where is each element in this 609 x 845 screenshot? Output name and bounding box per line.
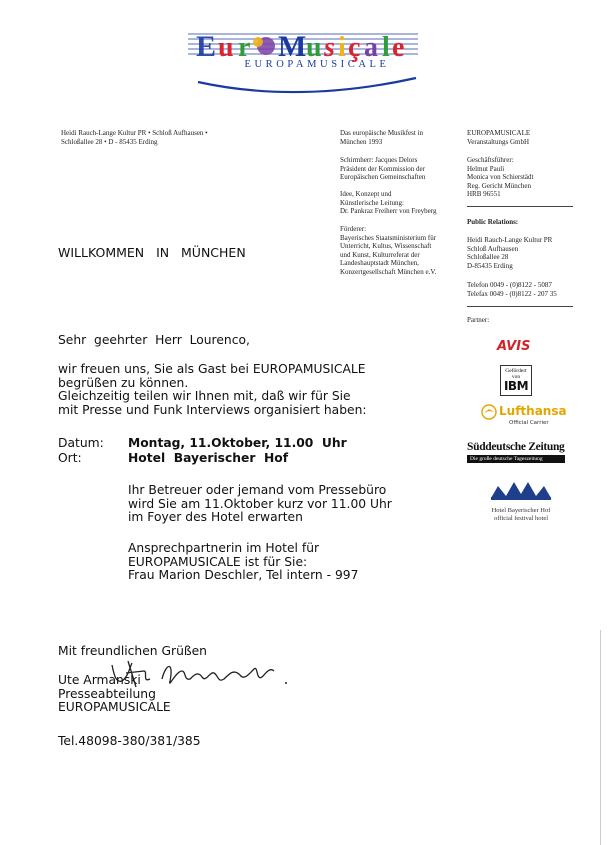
- meeting-line: Ihr Betreuer oder jemand vom Pressebüro: [128, 483, 387, 497]
- ibm-sponsor-text: von: [511, 374, 521, 380]
- meeting-line: im Foyer des Hotel erwarten: [128, 510, 303, 525]
- ibm-sponsor-text: Gefördert: [505, 368, 527, 374]
- management-line: Helmut Pauli: [467, 164, 505, 173]
- intro-line: begrüßen zu können.: [58, 375, 189, 390]
- svg-text:u: u: [218, 32, 234, 63]
- management-line: Reg. Gericht München: [467, 181, 531, 190]
- phone-info: [467, 281, 557, 298]
- sender-line-1: Heidi Rauch-Lange Kultur PR • Schloß Aufhausen •: [61, 129, 208, 137]
- intro-paragraph: [58, 363, 367, 417]
- patron-line: Schirmherr: Jacques Delors: [340, 156, 418, 164]
- pr-line: Schloß Aufhausen: [467, 244, 519, 253]
- management-line: Monica von Schierstädt: [467, 173, 534, 182]
- patron-info: [340, 156, 425, 182]
- pr-line: D-85435 Erding: [467, 261, 513, 270]
- phone-line: Telefon 0049 - (0)8122 - 5087: [467, 281, 552, 289]
- patron-line: Präsident der Kommission der: [340, 164, 425, 173]
- svg-text:i: i: [338, 32, 346, 63]
- svg-text:e: e: [392, 32, 405, 63]
- hotel-logo: [466, 478, 576, 522]
- festival-line: Das europäische Musikfest in: [340, 129, 424, 137]
- divider: [467, 306, 573, 307]
- phone-line: Telefax 0049 - (0)8122 - 207 35: [467, 289, 557, 298]
- svg-text:l: l: [382, 32, 390, 63]
- intro-line: Gleichzeitig teilen wir Ihnen mit, daß wir für Sie: [58, 389, 351, 404]
- svg-text:a: a: [364, 32, 378, 63]
- place-value: Hotel Bayerischer Hof: [128, 451, 289, 465]
- hotel-crest-icon: [486, 478, 556, 502]
- divider: [467, 206, 573, 207]
- contact-line: Ansprechpartnerin im Hotel für: [128, 541, 320, 555]
- management-line: Geschäftsführer:: [467, 156, 514, 164]
- signature-name: Ute Armanski: [58, 673, 141, 687]
- sz-wordmark: Süddeutsche Zeitung: [467, 441, 565, 453]
- pr-address: [467, 236, 552, 270]
- hotel-line: official festival hotel: [493, 514, 549, 522]
- place-label: Ort:: [58, 451, 82, 465]
- svg-text:r: r: [238, 32, 251, 63]
- telephone: Tel.48098-380/381/385: [58, 734, 201, 748]
- management-line: HRB 96551: [467, 190, 501, 199]
- meeting-line: wird Sie am 11.Oktober kurz vor 11.00 Uhr: [128, 496, 392, 511]
- intro-line: mit Presse und Funk Interviews organisiert haben:: [58, 402, 367, 417]
- sponsor-line: Förderer:: [340, 225, 367, 233]
- company-info: [467, 129, 530, 146]
- contact-line: EUROPAMUSICALE ist für Sie:: [128, 554, 308, 569]
- sz-logo: [467, 441, 565, 463]
- management-info: [467, 156, 534, 199]
- salutation: Sehr geehrter Herr Lourenco,: [58, 333, 250, 347]
- pr-heading: Public Relations:: [467, 218, 519, 226]
- sponsor-line: und Kunst, Kulturreferat der: [340, 250, 420, 259]
- signature-block: [58, 674, 171, 715]
- festival-line: München 1993: [340, 137, 383, 146]
- sponsor-line: Unterricht, Kultus, Wissenschaft: [340, 242, 432, 251]
- signature-organization: EUROPAMUSICALE: [58, 700, 171, 715]
- date-value: Montag, 11.Oktober, 11.00 Uhr: [128, 436, 347, 450]
- crane-icon: [481, 404, 497, 420]
- ibm-logo: [500, 365, 532, 396]
- sponsor-line: Landeshauptstadt München,: [340, 259, 419, 268]
- hotel-line: Hotel Bayerischer Hof: [491, 507, 551, 514]
- signature-department: Presseabteilung: [58, 686, 156, 701]
- sz-tagline: Die große deutsche Tageszeitung: [467, 455, 565, 463]
- date-label: Datum:: [58, 436, 104, 450]
- contact-line: Frau Marion Deschler, Tel intern - 997: [128, 568, 359, 583]
- concept-info: [340, 190, 436, 216]
- company-line: Veranstaltungs GmbH: [467, 137, 530, 146]
- ibm-wordmark: IBM: [503, 379, 529, 393]
- sponsor-line: Bayerisches Staatsministerium für: [340, 233, 437, 242]
- svg-text:ç: ç: [348, 32, 361, 63]
- pr-line: Schloßallee 28: [467, 253, 509, 262]
- partner-heading: Partner:: [467, 316, 490, 324]
- letter-heading: WILLKOMMEN IN MÜNCHEN: [58, 245, 246, 260]
- company-line: EUROPAMUSICALE: [467, 129, 531, 137]
- concept-line: Dr. Pankraz Freiherr von Freyberg: [340, 207, 437, 216]
- avis-logo: AVIS: [497, 339, 531, 354]
- svg-text:s: s: [324, 32, 335, 63]
- meeting-paragraph: [128, 484, 392, 525]
- pr-line: Heidi Rauch-Lange Kultur PR: [467, 236, 553, 244]
- sponsor-line: Konzertgesellschaft München e.V.: [340, 267, 437, 276]
- logo-subtitle: EUROPAMUSICALE: [244, 59, 390, 70]
- concept-line: Künstlerische Leitung:: [340, 198, 404, 207]
- svg-text:M: M: [278, 30, 307, 63]
- sender-address: [61, 129, 208, 146]
- festival-info: [340, 129, 423, 146]
- svg-text:E: E: [196, 30, 217, 63]
- sponsor-info: [340, 225, 436, 277]
- sender-line-2: Schloßallee 28 • D - 85435 Erding: [61, 137, 158, 146]
- intro-line: wir freuen uns, Sie als Gast bei EUROPAMUSICALE: [58, 362, 366, 376]
- lufthansa-wordmark: Lufthansa: [499, 404, 567, 418]
- patron-line: Europäischen Gemeinschaften: [340, 173, 426, 182]
- svg-text:u: u: [306, 32, 322, 63]
- concept-line: Idee, Konzept und: [340, 190, 392, 198]
- lufthansa-subtitle: Official Carrier: [509, 420, 549, 426]
- europamusicale-logo: [178, 20, 440, 100]
- scan-edge: [600, 630, 601, 845]
- contact-paragraph: [128, 542, 358, 583]
- closing: Mit freundlichen Grüßen: [58, 644, 207, 658]
